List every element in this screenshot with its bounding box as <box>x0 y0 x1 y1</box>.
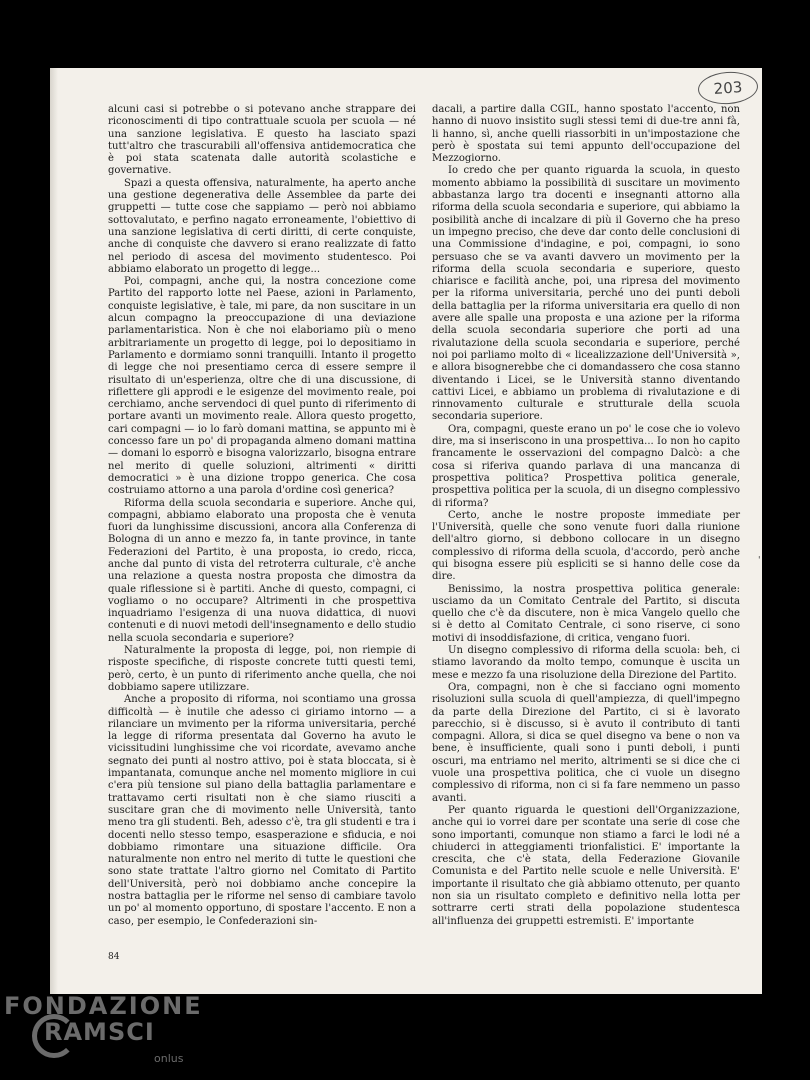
document-page <box>50 68 762 994</box>
paragraph: Spazi a questa offensiva, naturalmente, ha aperto anche una gestione degenerativa delle Assemblee da parte dei gruppetti — tutte cose che sappiamo — però noi abbiamo sottovalutato, e perfino nagato erroneamente, l'obiettivo di una sanzione legislativa di certi diritti, di certe conquiste, anche di conquiste che davvero si erano realizzate di fatto nel periodo di ascesa del movimento studentesco. Poi abbiamo elaborato un progetto di legge... <box>108 177 416 275</box>
page-number: 84 <box>108 952 120 962</box>
watermark-line1: FONDAZIONE <box>4 992 203 1020</box>
paragraph: Per quanto riguarda le questioni dell'Organizzazione, anche qui io vorrei dare per scontate una serie di cose che sono importanti, comunque non stiamo a farci le lodi né a chiuderci in atteggiamenti trionfalistici. E' importante la crescita, che c'è stata, della Federazione Giovanile Comunista e del Partito nelle scuole e nelle Università. E' importante il risultato che già abbiamo ottenuto, per quanto non sia un risultato completo e definitivo nella lotta per sottrarre certi strati della popolazione studentesca all'influenza dei gruppetti estremisti. E' importante <box>432 804 740 927</box>
stamp-number: 203 <box>713 78 743 98</box>
paragraph: Naturalmente la proposta di legge, poi, non riempie di risposte specifiche, di risposte concrete tutti questi temi, però, certo, è un punto di riferimento anche quella, che noi dobbiamo sapere utilizzare. <box>108 645 416 693</box>
paragraph: dacali, a partire dalla CGIL, hanno spostato l'accento, non hanno di nuovo insistito sugli stessi temi di due-tre anni fà, li hanno, sì, anche quelli riassorbiti in un'impostazione che però è spostata sui temi appunto dell'occupazione del Mezzogiorno. <box>432 104 740 165</box>
right-column <box>432 104 740 928</box>
paragraph: Anche a proposito di riforma, noi scontiamo una grossa difficoltà — è inutile che adesso ci giriamo intorno — a rilanciare un mvimento per la riforma universitaria, perché la legge di riforma presentata dal Governo ha avuto le vicissitudini lunghissime che voi ricordate, avevamo anche segnato dei punti al nostro attivo, poi è stata bloccata, si è impantanata, comunque anche nel momento migliore in cui c'era più tensione sul piano della battaglia parlamentare e trattavamo certi risultati non è che siamo riusciti a suscitare gran che di movimento nelle Università, tanto meno tra gli studenti. Beh, adesso c'è, tra gli studenti e tra i docenti nello stesso tempo, esasperazione e sfiducia, e noi dobbiamo rimontare una situazione difficile. Ora naturalmente non entro nel merito di tutte le questioni che sono state trattate l'altro giorno nel Comitato di Partito dell'Università, però noi dobbiamo anche concepire la nostra battaglia per le riforme nel senso di cambiare tavolo un po' al momento opportuno, di spostare l'accento. E non a caso, per esempio, le Confederazioni sin- <box>108 694 416 927</box>
paragraph: Benissimo, la nostra prospettiva politica generale: usciamo da un Comitato Centrale del Partito, si discuta quello che c'è da discutere, non è mica Vangelo quello che si è detto al Comitato Centrale, ci sono riserve, ci sono motivi di insoddisfazione, di critica, vengano fuori. <box>432 583 740 644</box>
watermark-logo <box>4 992 203 1065</box>
archive-stamp <box>697 70 759 106</box>
paragraph: Poi, compagni, anche qui, la nostra concezione come Partito del rapporto lotte nel Paese, azioni in Parlamento, conquiste legislative, è tale, mi pare, da non suscitare in un alcun compagno la preoccupazione di una deviazione parlamentaristica. Non è che noi elaboriamo più o meno arbitrariamente un progetto di legge, poi lo depositiamo in Parlamento e dormiamo sonni tranquilli. Intanto il progetto di legge che noi presentiamo cerca di essere sempre il risultato di un'esperienza, oltre che di una discussione, di riflettere gli approdi e le esigenze del movimento reale, poi cerchiamo, anche servendoci di quel punto di riferimento di portare avanti un movimento reale. Allora questo progetto, cari compagni — io lo farò domani mattina, se appunto mi è concesso fare un po' di propaganda almeno domani mattina — domani lo esporrò e bisogna valorizzarlo, bisogna entrare nel merito di quelle soluzioni, altrimenti « diritti democratici » è una dizione troppo generica. Che cosa costruiamo attorno a una parola d'ordine così generica? <box>108 276 416 497</box>
paragraph: Certo, anche le nostre proposte immediate per l'Università, quelle che sono venute fuori dalla riunione dell'altro giorno, si debbono collocare in un disegno complessivo di riforma della scuola, d'accordo, però anche qui bisogna essere più espliciti se si hanno delle cose da dire. <box>432 509 740 583</box>
left-column <box>108 104 416 928</box>
margin-mark: ' <box>758 556 761 566</box>
paragraph: alcuni casi si potrebbe o si potevano anche strappare dei riconoscimenti di tipo contrattuale scuola per scuola — né una sanzione legislativa. E questo ha lasciato spazi tutt'altro che trascurabili all'offensiva antidemocratica che è poi stata scatenata dalle autorità scolastiche e governative. <box>108 104 416 177</box>
paragraph: Ora, compagni, non è che si facciano ogni momento risoluzioni sulla scuola di quell'ampiezza, di quell'impegno da parte della Direzione del Partito, ci si è lavorato parecchio, si è discusso, si è avuto il contributo di tanti compagni. Allora, si dica se quel disegno va bene o non va bene, è insufficiente, quali sono i punti deboli, i punti oscuri, ma entriamo nel merito, altrimenti se si dice che ci vuole una prospettiva politica, che ci vuole un disegno complessivo di riforma, non ci si fa fare nemmeno un passo avanti. <box>432 681 740 804</box>
paragraph: Ora, compagni, queste erano un po' le cose che io volevo dire, ma si inseriscono in una prospettiva... Io non ho capito francamente le osservazioni del compagno Dalcò: a che cosa si riferiva quando parlava di una mancanza di prospettiva politica? Prospettiva politica generale, prospettiva politica per la scuola, di un disegno complessivo di riforma? <box>432 423 740 509</box>
watermark-line2: RAMSCI <box>44 1018 155 1046</box>
paragraph: Riforma della scuola secondaria e superiore. Anche qui, compagni, abbiamo elaborato una proposta che è venuta fuori da lunghissime discussioni, ancora alla Conferenza di Bologna di un anno e mezzo fa, in tante province, in tante Federazioni del Partito, è una proposta, io credo, ricca, anche dal punto di vista del retroterra culturale, c'è anche una relazione a questa nostra proposta che dimostra da quale riflessione si è partiti. Anche di questo, compagni, ci vogliamo o no occupare? Altrimenti in che prospettiva inquadriamo l'esigenza di una nuova didattica, di nuovi contenuti e di nuovi metodi dell'insegnamento e dello studio nella scuola secondaria e superiore? <box>108 497 416 644</box>
page-edge <box>50 68 58 994</box>
watermark-suffix: onlus <box>154 1052 184 1065</box>
paragraph: Un disegno complessivo di riforma della scuola: beh, ci stiamo lavorando da molto tempo, comunque è uscita un mese e mezzo fa una risoluzione della Direzione del Partito. <box>432 645 740 681</box>
paragraph: Io credo che per quanto riguarda la scuola, in questo momento abbiamo la possibilità di suscitare un movimento abbastanza largo tra docenti e insegnanti attorno alla riforma della scuola secondaria e superiore, qui abbiamo la posibilità anche di incalzare di più il Governo che ha preso un impegno preciso, che deve dar conto delle conclusioni di una Commissione d'indagine, e poi, compagni, io sono persuaso che se va avanti davvero un movimento per la riforma della scuola secondaria e superiore, questo chiarisce e facilità anche, poi, una ripresa del movimento per la riforma universitaria, perché uno dei punti deboli della battaglia per la riforma universitaria era quello di non avere alle spalle una proposta e una azione per la riforma della scuola secondaria superiore che porti ad una rivalutazione della scuola secondaria e superiore, perché noi poi parliamo molto di « licealizzazione dell'Università », e allora bisognerebbe che ci domandassero che cosa stanno diventando i Licei, se le Università stanno diventando cattivi Licei, e abbiamo un problema di rivalutazione e di rinnovamento culturale e strutturale della scuola secondaria superiore. <box>432 165 740 423</box>
